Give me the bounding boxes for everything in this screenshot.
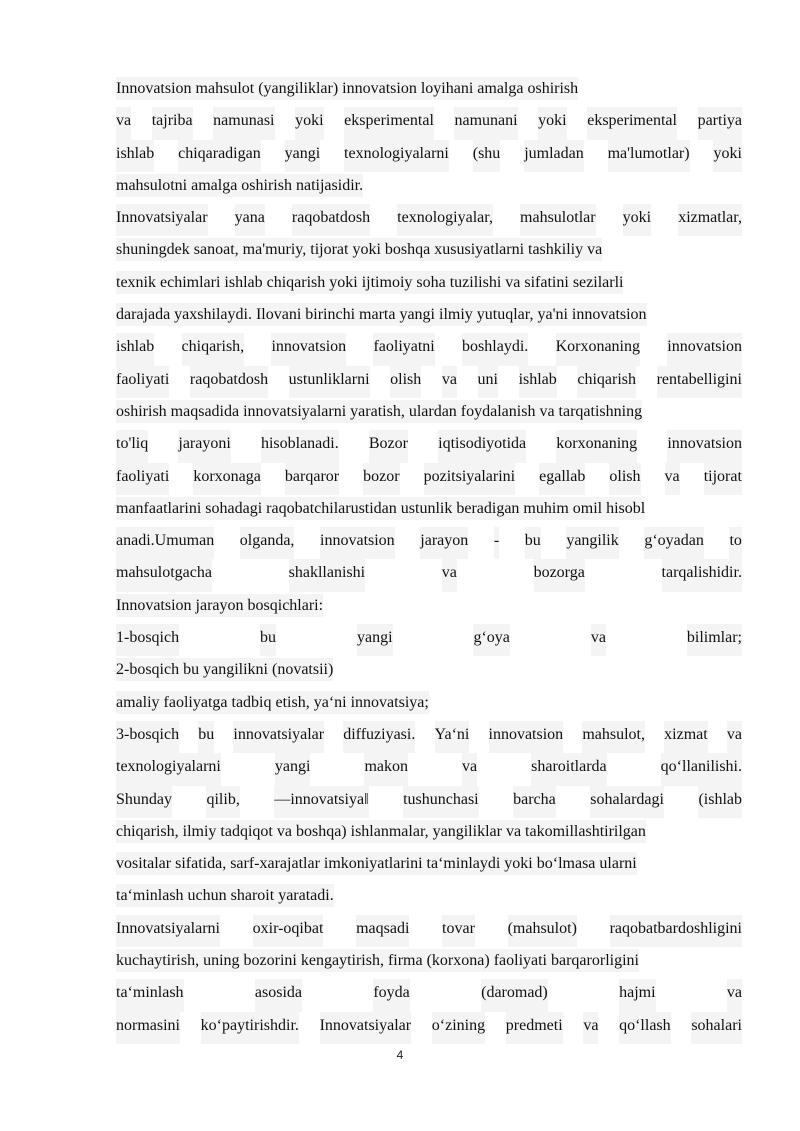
word: shakllanishi xyxy=(289,559,365,591)
word: o‘zining xyxy=(432,1012,485,1044)
word: yoki xyxy=(623,204,651,236)
text-line xyxy=(116,947,742,979)
word: korxonaning xyxy=(556,430,637,462)
word: ishlab xyxy=(116,333,154,365)
word: yangi xyxy=(275,753,311,785)
word: raqobatdosh xyxy=(292,204,370,236)
word: bozorga xyxy=(534,559,585,591)
word: innovatsion xyxy=(271,333,346,365)
text-line xyxy=(116,430,742,462)
text-line-content: amaliy faoliyatga tadbiq etish, ya‘ni innovatsiya; xyxy=(116,691,429,714)
text-line xyxy=(116,172,742,204)
word: 3-bosqich xyxy=(116,721,179,753)
text-line xyxy=(116,1012,742,1044)
word: iqtisodiyotida xyxy=(438,430,526,462)
word: Korxonaning xyxy=(556,333,640,365)
text-line-content: manfaatlarini sohadagi raqobatchilarustidan ustunlik beradigan muhim omil hisobl xyxy=(116,497,645,520)
text-line xyxy=(116,559,742,591)
word: qo‘llanilishi. xyxy=(661,753,742,785)
word: eksperimental xyxy=(344,107,434,139)
word: texnologiyalarni xyxy=(116,753,221,785)
body-text xyxy=(116,75,742,1044)
word: tarqalishidir. xyxy=(662,559,742,591)
word: olish xyxy=(390,366,421,398)
word: - xyxy=(494,527,499,559)
text-line xyxy=(116,204,742,236)
word: texnologiyalar, xyxy=(397,204,493,236)
word: chiqaradigan xyxy=(178,140,261,172)
word: raqobatbardoshligini xyxy=(610,915,742,947)
word: Bozor xyxy=(369,430,408,462)
word: innovatsiyalar xyxy=(233,721,324,753)
word: ishlab xyxy=(116,140,154,172)
text-line-content: chiqarish, ilmiy tadqiqot va boshqa) ishlanmalar, yangiliklar va takomillashtirilgan xyxy=(116,820,646,843)
word: tajriba xyxy=(152,107,193,139)
text-line xyxy=(116,140,742,172)
text-line-content: vositalar sifatida, sarf-xarajatlar imkoniyatlarini ta‘minlaydi yoki bo‘lmasa ularni xyxy=(116,852,637,875)
text-line xyxy=(116,75,742,107)
word: yoki xyxy=(295,107,323,139)
word: partiya xyxy=(698,107,742,139)
word: namunasi xyxy=(213,107,274,139)
text-line-content: ta‘minlash uchun sharoit yaratadi. xyxy=(116,884,334,907)
word: olish xyxy=(609,463,640,495)
word: g‘oya xyxy=(473,624,509,656)
word: ishlab xyxy=(519,366,557,398)
text-line xyxy=(116,398,742,430)
word: 1-bosqich xyxy=(116,624,179,656)
word: sohalari xyxy=(691,1012,742,1044)
word: uni xyxy=(478,366,498,398)
word: foyda xyxy=(373,979,409,1011)
word: jarayoni xyxy=(178,430,230,462)
word: yangi xyxy=(285,140,321,172)
word: ―innovatsiya‖ xyxy=(274,786,368,818)
word: yoki xyxy=(538,107,566,139)
word: texnologiyalarni xyxy=(344,140,449,172)
word: va xyxy=(442,559,457,591)
word: va xyxy=(462,753,477,785)
word: va xyxy=(727,979,742,1011)
word: bu xyxy=(198,721,214,753)
word: chiqarish, xyxy=(182,333,245,365)
word: eksperimental xyxy=(587,107,677,139)
word: diffuziyasi. xyxy=(343,721,415,753)
word: va xyxy=(727,721,742,753)
word: (shu xyxy=(473,140,501,172)
text-line-content: shuningdek sanoat, ma'muriy, tijorat yoki boshqa xususiyatlarni tashkiliy va xyxy=(116,238,602,261)
text-line xyxy=(116,463,742,495)
word: asosida xyxy=(255,979,302,1011)
word: qo‘llash xyxy=(619,1012,671,1044)
text-line xyxy=(116,624,742,656)
word: hajmi xyxy=(619,979,655,1011)
word: olganda, xyxy=(240,527,295,559)
word: predmeti xyxy=(506,1012,563,1044)
text-line xyxy=(116,333,742,365)
text-line xyxy=(116,915,742,947)
text-line-content: kuchaytirish, uning bozorini kengaytirish, firma (korxona) faoliyati barqarorligini xyxy=(116,949,639,972)
word: barqaror xyxy=(285,463,339,495)
text-line xyxy=(116,107,742,139)
word: chiqarish xyxy=(577,366,636,398)
word: ta‘minlash xyxy=(116,979,184,1011)
word: Innovatsiyalar xyxy=(116,204,208,236)
word: innovatsion xyxy=(667,430,742,462)
word: ustunliklarni xyxy=(289,366,370,398)
text-line xyxy=(116,689,742,721)
word: mahsulotgacha xyxy=(116,559,212,591)
word: barcha xyxy=(513,786,556,818)
word: sharoitlarda xyxy=(531,753,607,785)
text-line xyxy=(116,818,742,850)
word: mahsulotlar xyxy=(520,204,596,236)
text-line xyxy=(116,721,742,753)
text-line xyxy=(116,786,742,818)
text-line xyxy=(116,301,742,333)
text-line-content: 2-bosqich bu yangilikni (novatsii) xyxy=(116,658,333,681)
word: Ya‘ni xyxy=(435,721,470,753)
text-line-content: texnik echimlari ishlab chiqarish yoki ijtimoiy soha tuzilishi va sifatini sezilarli xyxy=(116,271,623,294)
text-line xyxy=(116,592,742,624)
word: rentabelligini xyxy=(657,366,742,398)
word: ma'lumotlar) xyxy=(608,140,690,172)
word: bu xyxy=(260,624,276,656)
word: boshlaydi. xyxy=(462,333,528,365)
word: tovar xyxy=(442,915,475,947)
word: (mahsulot) xyxy=(508,915,577,947)
word: bozor xyxy=(363,463,399,495)
word: makon xyxy=(364,753,408,785)
word: va xyxy=(591,624,606,656)
text-line xyxy=(116,236,742,268)
word: yana xyxy=(235,204,265,236)
word: oxir-oqibat xyxy=(253,915,324,947)
text-line xyxy=(116,882,742,914)
text-line xyxy=(116,366,742,398)
word: yangilik xyxy=(566,527,618,559)
word: innovatsion xyxy=(667,333,742,365)
word: pozitsiyalarini xyxy=(424,463,516,495)
text-line-content: Innovatsion jarayon bosqichlari: xyxy=(116,594,323,617)
word: g‘oyadan xyxy=(644,527,704,559)
word: va xyxy=(442,366,457,398)
word: anadi.Umuman xyxy=(116,527,214,559)
word: to'liq xyxy=(116,430,148,462)
word: bu xyxy=(525,527,541,559)
word: qilib, xyxy=(206,786,239,818)
word: raqobatdosh xyxy=(190,366,268,398)
word: jumladan xyxy=(524,140,584,172)
word: tijorat xyxy=(704,463,742,495)
text-line-content: oshirish maqsadida innovatsiyalarni yaratish, ulardan foydalanish va tarqatishning xyxy=(116,400,642,423)
text-line xyxy=(116,495,742,527)
text-line-content: darajada yaxshilaydi. Ilovani birinchi marta yangi ilmiy yutuqlar, ya'ni innovatsion xyxy=(116,303,647,326)
word: bilimlar; xyxy=(687,624,742,656)
word: hisoblanadi. xyxy=(261,430,339,462)
word: (daromad) xyxy=(481,979,548,1011)
word: Innovatsiyalarni xyxy=(116,915,220,947)
word: to xyxy=(729,527,741,559)
word: (ishlab xyxy=(698,786,742,818)
text-line xyxy=(116,979,742,1011)
word: innovatsion xyxy=(320,527,395,559)
word: xizmat xyxy=(664,721,708,753)
word: mahsulot, xyxy=(582,721,645,753)
word: innovatsion xyxy=(489,721,564,753)
word: Innovatsiyalar xyxy=(320,1012,412,1044)
word: yoki xyxy=(713,140,741,172)
text-line xyxy=(116,527,742,559)
text-line xyxy=(116,753,742,785)
word: Shunday xyxy=(116,786,172,818)
word: yangi xyxy=(357,624,393,656)
word: jarayon xyxy=(420,527,468,559)
word: va xyxy=(116,107,131,139)
text-line-content: mahsulotni amalga oshirish natijasidir. xyxy=(116,174,363,197)
word: namunani xyxy=(454,107,517,139)
word: ko‘paytirishdir. xyxy=(201,1012,299,1044)
word: va xyxy=(665,463,680,495)
text-line-content: Innovatsion mahsulot (yangiliklar) innovatsion loyihani amalga oshirish xyxy=(116,77,578,100)
word: tushunchasi xyxy=(403,786,479,818)
text-line xyxy=(116,850,742,882)
text-line xyxy=(116,269,742,301)
word: faoliyatni xyxy=(373,333,434,365)
word: faoliyati xyxy=(116,366,169,398)
word: normasini xyxy=(116,1012,180,1044)
text-line xyxy=(116,656,742,688)
word: sohalardagi xyxy=(590,786,664,818)
word: korxonaga xyxy=(193,463,261,495)
word: faoliyati xyxy=(116,463,169,495)
page-number: 4 xyxy=(396,1048,404,1062)
word: xizmatlar, xyxy=(678,204,742,236)
word: egallab xyxy=(539,463,585,495)
word: maqsadi xyxy=(356,915,409,947)
word: va xyxy=(583,1012,598,1044)
